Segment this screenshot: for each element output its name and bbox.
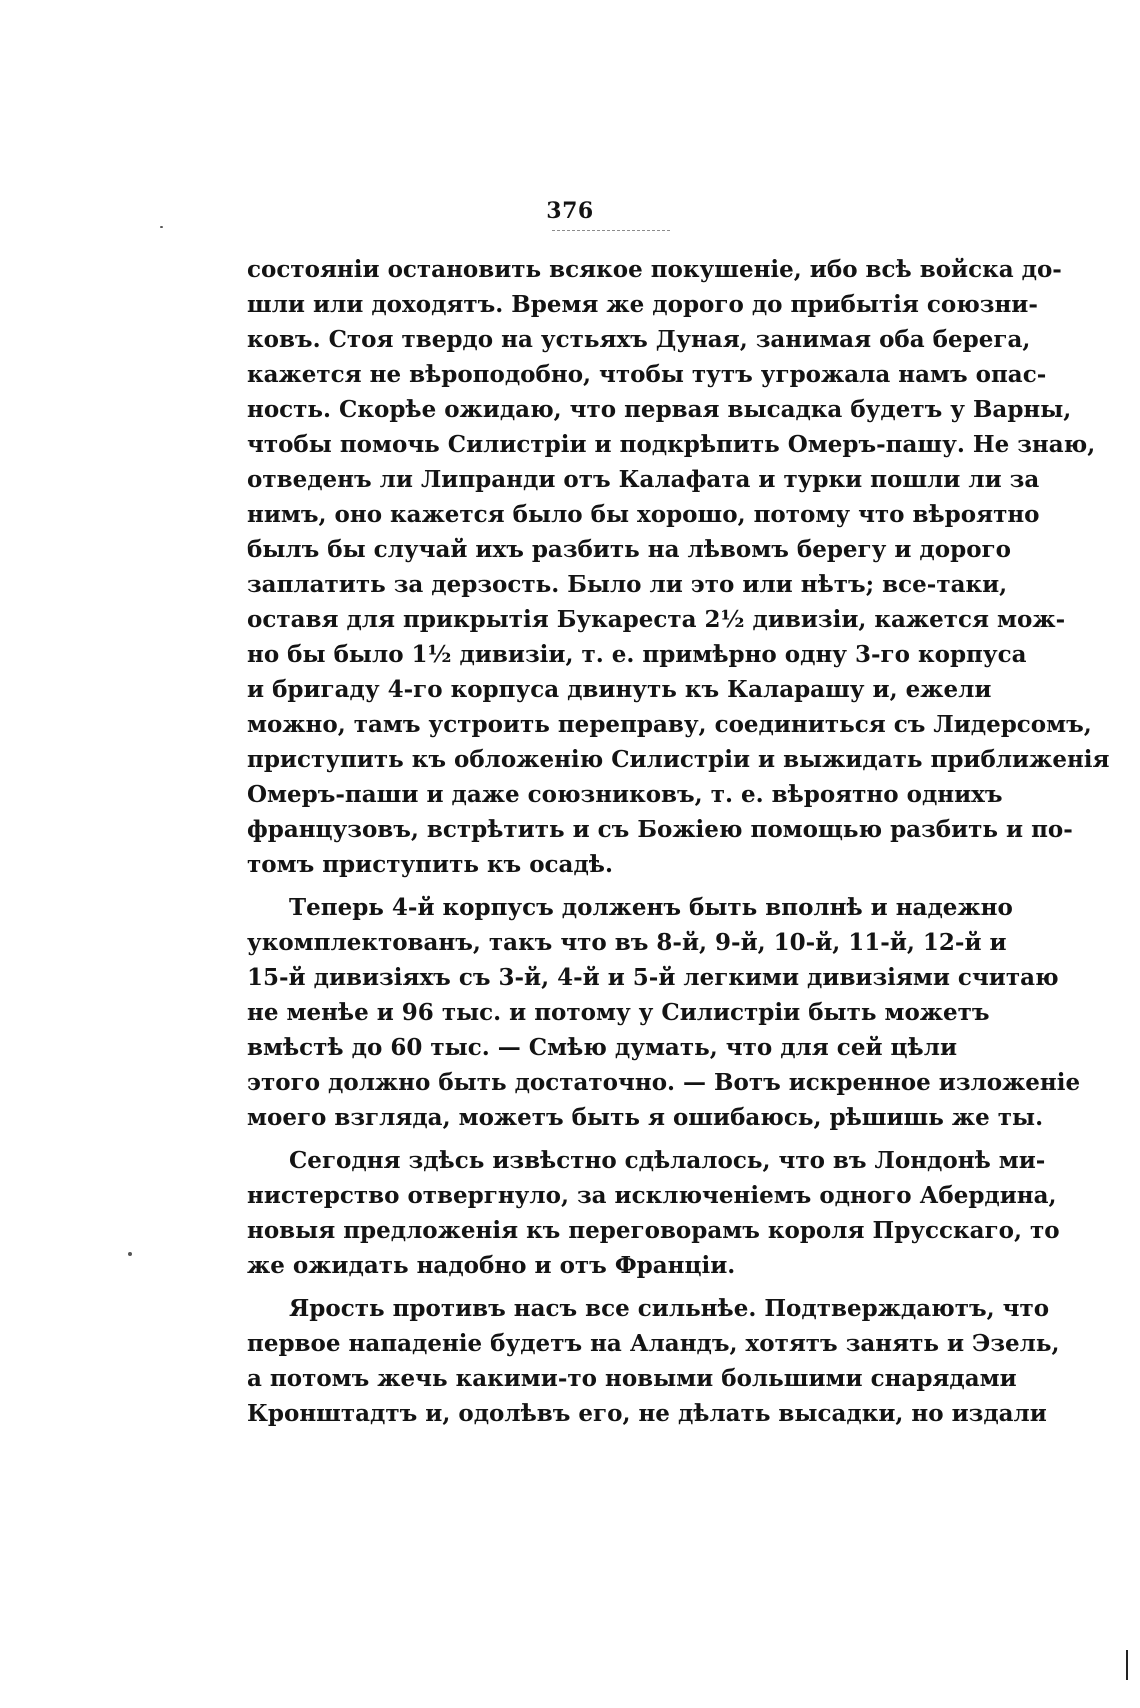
- text-line: ковъ. Стоя твердо на устьяхъ Дуная, занимая оба берега,: [247, 326, 1031, 353]
- text-line: и бригаду 4-го корпуса двинуть къ Каларашу и, ежели: [247, 676, 992, 703]
- text-line: приступить къ обложенiю Силистрiи и выжидать приближенiя: [247, 746, 1110, 773]
- text-line: Омеръ-паши и даже союзниковъ, т. е. вѣроятно однихъ: [247, 781, 1003, 808]
- text-line: первое нападенiе будетъ на Аландъ, хотятъ занять и Эзель,: [247, 1330, 1060, 1357]
- text-line: ность. Скорѣе ожидаю, что первая высадка будетъ у Варны,: [247, 396, 1072, 423]
- scan-speck: [160, 226, 163, 228]
- body-text: [247, 252, 1110, 1442]
- paragraph-2: [247, 890, 1081, 1135]
- text-line: а потомъ жечь какими-то новыми большими снарядами: [247, 1365, 1017, 1392]
- text-line: кажется не вѣроподобно, чтобы тутъ угрожала намъ опас-: [247, 361, 1047, 388]
- paragraph-4: [247, 1291, 1060, 1431]
- page-number: 376: [546, 198, 594, 224]
- text-line: Ярость противъ насъ все сильнѣе. Подтверждаютъ, что: [289, 1295, 1050, 1322]
- text-line: 15-й дивизiяхъ съ 3-й, 4-й и 5-й легкими дивизiями считаю: [247, 964, 1059, 991]
- paragraph-1: [247, 252, 1110, 882]
- text-line: оставя для прикрытiя Букареста 2½ дивизiи, кажется мож-: [247, 606, 1066, 633]
- text-line: но бы было 1½ дивизiи, т. е. примѣрно одну 3-го корпуса: [247, 641, 1027, 668]
- text-line: отведенъ ли Липранди отъ Калафата и турки пошли ли за: [247, 466, 1040, 493]
- text-line: Теперь 4-й корпусъ долженъ быть вполнѣ и надежно: [289, 894, 1013, 921]
- scan-edge-mark: [1126, 1650, 1128, 1680]
- paragraph-3: [247, 1143, 1060, 1283]
- text-line: моего взгляда, можетъ быть я ошибаюсь, рѣшишь же ты.: [247, 1104, 1044, 1131]
- decorative-rule: [552, 230, 670, 231]
- text-line: чтобы помочь Силистрiи и подкрѣпить Омеръ-пашу. Не знаю,: [247, 431, 1096, 458]
- scan-speck: [128, 1252, 132, 1256]
- text-line: состоянiи остановить всякое покушенiе, ибо всѣ войска до-: [247, 256, 1062, 283]
- text-line: не менѣе и 96 тыс. и потому у Силистрiи быть можетъ: [247, 999, 990, 1026]
- text-line: французовъ, встрѣтить и съ Божiею помощью разбить и по-: [247, 816, 1073, 843]
- text-line: нимъ, оно кажется было бы хорошо, потому что вѣроятно: [247, 501, 1040, 528]
- text-line: укомплектованъ, такъ что въ 8-й, 9-й, 10-й, 11-й, 12-й и: [247, 929, 1007, 956]
- text-line: же ожидать надобно и отъ Францiи.: [247, 1252, 736, 1279]
- text-line: шли или доходятъ. Время же дорого до прибытiя союзни-: [247, 291, 1038, 318]
- text-line: нистерство отвергнуло, за исключенiемъ одного Абердина,: [247, 1182, 1057, 1209]
- text-line: томъ приступить къ осадѣ.: [247, 851, 613, 878]
- text-line: новыя предложенiя къ переговорамъ короля Прусскаго, то: [247, 1217, 1060, 1244]
- text-line: Сегодня здѣсь извѣстно сдѣлалось, что въ Лондонѣ ми-: [289, 1147, 1046, 1174]
- text-line: Кронштадтъ и, одолѣвъ его, не дѣлать высадки, но издали: [247, 1400, 1047, 1427]
- text-line: можно, тамъ устроить переправу, соединиться съ Лидерсомъ,: [247, 711, 1092, 738]
- text-line: этого должно быть достаточно. — Вотъ искренное изложенiе: [247, 1069, 1081, 1096]
- text-line: былъ бы случай ихъ разбить на лѣвомъ берегу и дорого: [247, 536, 1011, 563]
- text-line: вмѣстѣ до 60 тыс. — Смѣю думать, что для сей цѣли: [247, 1034, 957, 1061]
- text-line: заплатить за дерзость. Было ли это или нѣтъ; все-таки,: [247, 571, 1008, 598]
